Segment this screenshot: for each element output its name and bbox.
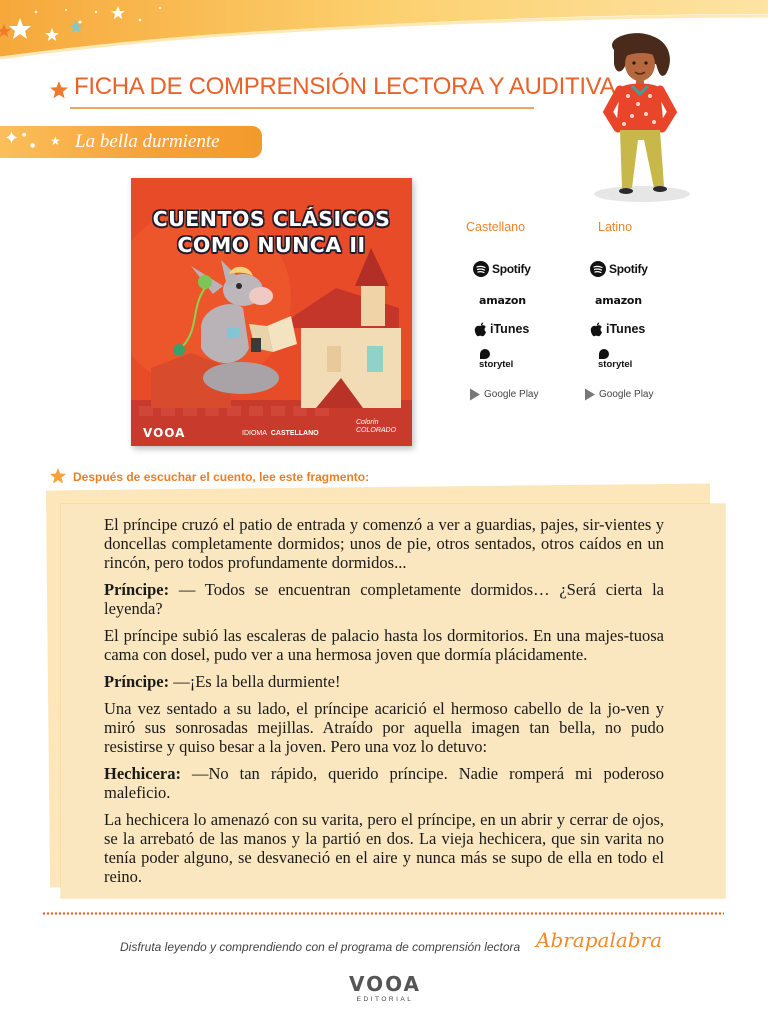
passage-dialogue <box>104 672 664 691</box>
cover-title-line: CUENTOS CLÁSICOS <box>152 207 391 231</box>
column-header-castellano: Castellano <box>466 220 526 234</box>
passage-paragraph: El príncipe subió las escaleras de palacio hasta los dormitorios. En una majes-tuosa cama con dosel, pudo ver a una hermosa joven que dormía plácidamente. <box>104 626 664 664</box>
sparkle-icon: ● <box>30 142 36 149</box>
page-title: FICHA DE COMPRENSIÓN LECTORA Y AUDITIVA <box>74 73 616 100</box>
spotify-link[interactable] <box>590 260 648 278</box>
cover-brand-line: COLORADO <box>356 427 397 434</box>
apple-icon <box>474 322 487 337</box>
passage-paragraph: Una vez sentado a su lado, el príncipe acarició el hermoso cabello de la jo-ven y miró sus sonrosadas mejillas. Atraído por aquella imagen tan bella, no pudo resistirse y quiso besar a la joven. Pero una voz lo detuvo: <box>104 699 664 756</box>
star-icon: ★ <box>50 134 61 148</box>
google-play-label: Google Play <box>599 388 654 400</box>
title-underline <box>70 107 534 109</box>
amazon-label: amazon <box>595 293 642 307</box>
spotify-icon <box>590 261 606 277</box>
apple-icon <box>590 322 603 337</box>
sparkle-icon: ✦ <box>4 128 20 149</box>
dialogue-text: — Todos se encuentran completamente dormidos… ¿Será cierta la leyenda? <box>104 580 664 618</box>
cover-collection-brand <box>356 419 396 435</box>
instruction-text: Después de escuchar el cuento, lee este fragmento: <box>73 470 370 484</box>
speaker-label: Príncipe: <box>104 580 170 599</box>
storytel-label: storytel <box>479 359 514 370</box>
publisher-sub: EDITORIAL <box>356 996 414 1003</box>
cover-title-line: COMO NUNCA II <box>177 233 366 257</box>
dialogue-text: —¡Es la bella durmiente! <box>169 672 341 691</box>
cover-brand-line: Colorín <box>356 419 379 426</box>
google-play-link[interactable] <box>469 385 538 403</box>
amazon-link[interactable] <box>479 291 526 309</box>
google-play-label: Google Play <box>484 388 539 400</box>
dialogue-text: —No tan rápido, querido príncipe. Nadie romperá mi poderoso maleficio. <box>104 764 664 802</box>
speaker-label: Príncipe: <box>104 672 170 691</box>
spotify-icon <box>473 261 489 277</box>
passage-paragraph: El príncipe cruzó el patio de entrada y comenzó a ver a guardias, pajes, sir-vientes y doncellas completamente dormidos; unos de pie, otros sentados, otros caídos en un rincón, pero todos profundamente dormidos... <box>104 515 664 572</box>
passage-dialogue <box>104 580 664 618</box>
platform-links <box>460 218 670 408</box>
publisher-mark: VOOA <box>348 972 422 996</box>
speaker-label: Hechicera: <box>104 764 181 783</box>
spotify-label: Spotify <box>609 262 648 276</box>
star-icon <box>49 467 67 485</box>
cover-publisher-logo: VOOA <box>143 426 186 440</box>
star-icon <box>49 80 69 100</box>
google-play-icon <box>584 388 596 401</box>
album-cover <box>131 178 412 446</box>
spotify-link[interactable] <box>473 260 531 278</box>
cover-language-label: IDIOMA <box>242 430 267 437</box>
cover-title <box>131 206 412 258</box>
column-header-latino: Latino <box>598 220 633 234</box>
itunes-link[interactable] <box>590 320 645 338</box>
story-title: La bella durmiente <box>75 131 220 152</box>
itunes-link[interactable] <box>474 320 529 338</box>
cover-language-value: CASTELLANO <box>270 430 319 437</box>
spotify-label: Spotify <box>492 262 531 276</box>
amazon-label: amazon <box>479 293 526 307</box>
itunes-label: iTunes <box>490 322 530 336</box>
footer-text: Disfruta leyendo y comprendiendo con el programa de comprensión lectora <box>120 940 521 954</box>
storytel-link[interactable] <box>598 348 632 372</box>
story-passage <box>104 515 664 894</box>
girl-illustration <box>574 30 704 210</box>
passage-dialogue <box>104 764 664 802</box>
cover-language <box>242 430 319 437</box>
sparkle-icon: ● <box>22 132 27 138</box>
google-play-icon <box>469 388 481 401</box>
itunes-label: iTunes <box>606 322 646 336</box>
amazon-link[interactable] <box>595 291 642 309</box>
passage-paragraph: La hechicera lo amenazó con su varita, pero el príncipe, en un abrir y cerrar de ojos, se la arrebató de las manos y la partió en dos. La vieja hechicera, que sin varita no tenía poder alguno, se desvaneció en el aire y nunca más se supo de ella en todo el reino. <box>104 810 664 886</box>
story-title-tab <box>0 126 262 158</box>
storytel-link[interactable] <box>479 348 513 372</box>
storytel-label: storytel <box>598 359 633 370</box>
google-play-link[interactable] <box>584 385 653 403</box>
footer-divider <box>42 912 724 915</box>
publisher-logo <box>343 972 427 1006</box>
abrapalabra-logo: Abrapalabra <box>536 928 663 952</box>
